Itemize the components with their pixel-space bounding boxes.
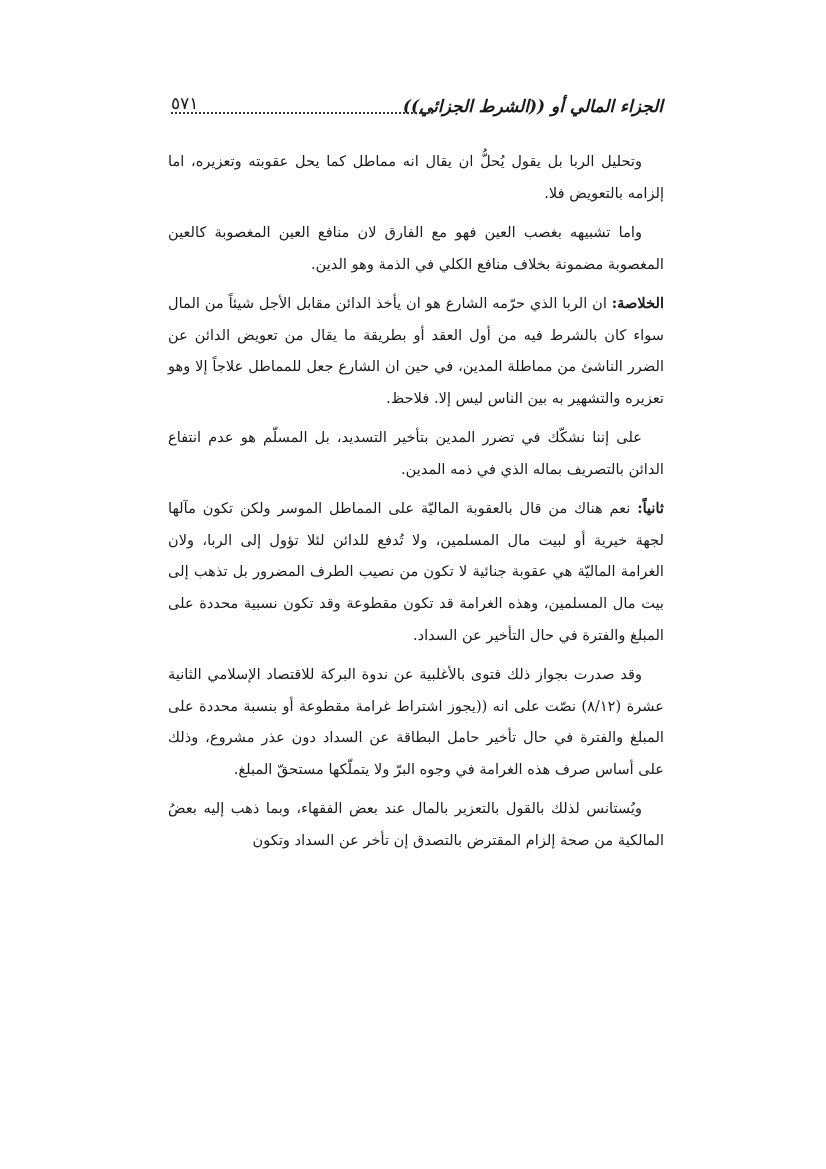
paragraph-text: نعم هناك من قال بالعقوبة الماليّة على المماطل الموسر ولكن تكون مآلها لجهة خيرية أو لبيت مال المسلمين، ولا تُدفع للدائن لئلا تؤول إلى الربا، ولان الغرامة الماليّة هي عقوبة جنائية لا تكون من نصيب الطرف المضرور بل تذهب إلى بيت مال المسلمين، وهذه الغرامة قد تكون مقطوعة وقد تكون نسبية محددة على المبلغ والفترة في حال التأخير عن السداد. bbox=[168, 500, 664, 644]
paragraph-text: وتحليل الربا بل يقول يُحلُّ ان يقال انه مماطل كما يحل عقوبته وتعزيره، اما إلزامه بالتعويض فلا. bbox=[168, 153, 664, 202]
paragraph bbox=[168, 146, 664, 209]
running-header-title: الجزاء المالي أو ((الشرط الجزائي)) bbox=[402, 97, 663, 117]
paragraph-text: ويُستانس لذلك بالقول بالتعزير بالمال عند بعض الفقهاء، وبما ذهب إليه بعضُ المالكية من صحة إلزام المقترض بالتصدق إن تأخر عن السداد وتكون bbox=[168, 800, 664, 850]
paragraph bbox=[168, 288, 664, 415]
paragraph bbox=[168, 422, 664, 485]
paragraph-text: على إننا نشكّك في تضرر المدين بتأخير التسديد، بل المسلّم هو عدم انتفاع الدائن بالتصريف بماله الذي في ذمه المدين. bbox=[168, 429, 664, 478]
body-text bbox=[168, 146, 664, 864]
paragraph bbox=[168, 659, 664, 786]
paragraph-text: واما تشبيهه بغصب العين فهو مع الفارق لان منافع العين المغصوبة كالعين المغصوبة مضمونة بخلاف منافع الكلي في الذمة وهو الدين. bbox=[168, 223, 664, 273]
running-header bbox=[169, 94, 663, 124]
paragraph-text: ان الربا الذي حرّمه الشارع هو ان يأخذ الدائن مقابل الأجل شيئاً من المال سواء كان بالشرط فيه من أول العقد أو بطريقة ما يقال من تعويض الدائن عن الضرر الناشئ من مماطلة المدين، في حين ان الشارع جعل للمماطل علاجاً إلا وهو تعزيره والتشهير به بين الناس ليس إلا. فلاحظ. bbox=[168, 294, 664, 407]
paragraph-text: وقد صدرت بجواز ذلك فتوى بالأغلبية عن ندوة البركة للاقتصاد الإسلامي الثانية عشرة (٨/١٢) نصّت على انه ((يجوز اشتراط غرامة مقطوعة أو بنسبة محددة على المبلغ والفترة في حال تأخير حامل البطاقة عن السداد دون عذر مشروع، وذلك على أساس صرف هذه الغرامة في وجوه البرّ ولا يتملّكها مستحقّ المبلغ. bbox=[168, 666, 664, 779]
paragraph bbox=[168, 217, 664, 280]
header-dotted-leader bbox=[171, 112, 433, 114]
paragraph bbox=[168, 793, 664, 856]
paragraph bbox=[168, 493, 664, 652]
paragraph-lead-word: الخلاصة: bbox=[611, 294, 664, 312]
paragraph-lead-word: ثانياً: bbox=[637, 500, 664, 518]
page-number: ٥٧١ bbox=[171, 94, 199, 114]
